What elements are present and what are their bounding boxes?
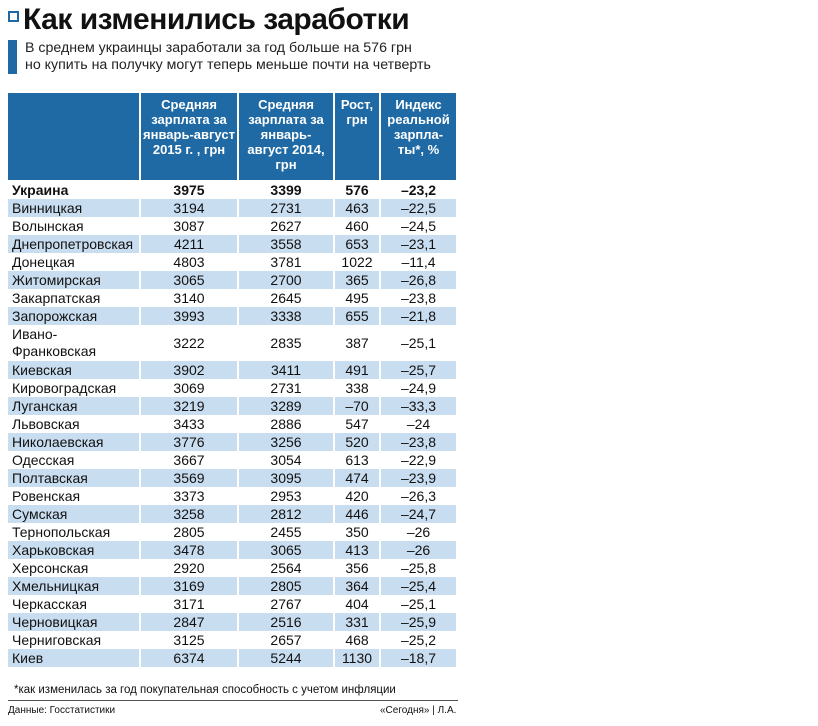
- cell-region: Винницкая: [8, 199, 140, 217]
- cell-region: Закарпатская: [12, 290, 101, 306]
- cell-region: Кировоградская: [12, 380, 117, 396]
- cell-salary-2014: 2805: [238, 577, 334, 595]
- cell-salary-2015: 3373: [140, 487, 238, 505]
- square-marker-icon: [8, 11, 19, 22]
- cell-index: –23,9: [380, 469, 456, 487]
- cell-salary-2014: 3289: [238, 397, 334, 415]
- table-header-row: [8, 93, 456, 180]
- cell-region: Тернопольская: [12, 524, 111, 540]
- table-row: [8, 541, 456, 559]
- table-row: [8, 451, 456, 469]
- cell-salary-2015: 4211: [140, 235, 238, 253]
- subtitle-accent-bar: [8, 40, 17, 74]
- table-row: [8, 631, 456, 649]
- footnote: *как изменилась за год покупательная способность с учетом инфляции: [14, 684, 396, 696]
- cell-salary-2014: 2953: [238, 487, 334, 505]
- table-row: [8, 415, 456, 433]
- cell-salary-2015: 3069: [140, 379, 238, 397]
- header-region: [8, 93, 140, 180]
- cell-index: –25,2: [380, 631, 456, 649]
- cell-region: Полтавская: [8, 469, 140, 487]
- cell-region: Житомирская: [8, 271, 140, 289]
- cell-growth: 404: [334, 595, 380, 613]
- cell-index: –24,5: [380, 217, 456, 235]
- cell-growth: 365: [334, 271, 380, 289]
- cell-salary-2015: 3433: [140, 415, 238, 433]
- table-row: [8, 271, 456, 289]
- table-row: [8, 361, 456, 379]
- cell-growth: 387: [334, 325, 380, 361]
- cell-index: –25,1: [380, 595, 456, 613]
- cell-salary-2015: 3569: [140, 469, 238, 487]
- cell-salary-2015: 3087: [140, 217, 238, 235]
- subtitle-line-2: но купить на получку могут теперь меньше почти на четверть: [25, 57, 431, 73]
- cell-index: –23,1: [380, 235, 456, 253]
- cell-salary-2014: 2767: [238, 595, 334, 613]
- title-row: [8, 4, 458, 36]
- cell-salary-2014: 2645: [238, 289, 334, 307]
- header-salary-2014: Средняя зарплата за январь-август 2014, грн: [238, 93, 334, 180]
- cell-index: –26: [380, 523, 456, 541]
- cell-region: Ровенская: [12, 488, 81, 504]
- cell-salary-2015: 3219: [140, 397, 238, 415]
- page-title: Как изменились заработки: [23, 3, 410, 36]
- cell-growth: 1022: [334, 253, 380, 271]
- table-row: [8, 577, 456, 595]
- cell-salary-2015: 3902: [140, 361, 238, 379]
- cell-index: –21,8: [380, 307, 456, 325]
- cell-region: Киевская: [8, 361, 140, 379]
- credit-label: «Сегодня» | Л.А.: [380, 705, 457, 716]
- cell-region: Киев: [8, 649, 140, 667]
- cell-growth: 350: [334, 523, 380, 541]
- cell-salary-2014: 2627: [238, 217, 334, 235]
- cell-growth: 520: [334, 433, 380, 451]
- cell-salary-2014: 5244: [238, 649, 334, 667]
- header-index: Индекс реальной зарпла-ты*, %: [380, 93, 456, 180]
- cell-salary-2015: 3667: [140, 451, 238, 469]
- cell-salary-2014: 2731: [238, 379, 334, 397]
- cell-salary-2015: 4803: [140, 253, 238, 271]
- table-row: [8, 595, 456, 613]
- cell-index: –26,3: [380, 487, 456, 505]
- cell-growth: 364: [334, 577, 380, 595]
- cell-salary-2015: 3065: [140, 271, 238, 289]
- table-row: [8, 433, 456, 451]
- cell-salary-2015: 3222: [140, 325, 238, 361]
- salary-table: [8, 93, 456, 667]
- cell-region: Ивано-Франковская: [12, 326, 97, 359]
- cell-growth: 420: [334, 487, 380, 505]
- cell-salary-2014: 3338: [238, 307, 334, 325]
- cell-salary-2014: 2564: [238, 559, 334, 577]
- subtitle: [25, 40, 431, 74]
- cell-salary-2014: 2657: [238, 631, 334, 649]
- header-salary-2015: Средняя зарплата за январь-август 2015 г. , грн: [140, 93, 238, 180]
- cell-growth: 547: [334, 415, 380, 433]
- cell-index: –26,8: [380, 271, 456, 289]
- cell-salary-2014: 2731: [238, 199, 334, 217]
- cell-salary-2015: 6374: [140, 649, 238, 667]
- cell-region: Николаевская: [8, 433, 140, 451]
- cell-growth: 413: [334, 541, 380, 559]
- cell-region: Украина: [12, 181, 69, 198]
- cell-salary-2014: 3054: [238, 451, 334, 469]
- cell-index: –25,7: [380, 361, 456, 379]
- cell-salary-2015: 3125: [140, 631, 238, 649]
- cell-salary-2014: 3065: [238, 541, 334, 559]
- cell-region: Черкасская: [12, 596, 87, 612]
- cell-index: –24,9: [380, 379, 456, 397]
- cell-salary-2014: 3095: [238, 469, 334, 487]
- cell-index: –26: [380, 541, 456, 559]
- cell-index: –22,9: [380, 451, 456, 469]
- cell-index: –25,9: [380, 613, 456, 631]
- cell-growth: 446: [334, 505, 380, 523]
- cell-salary-2015: 3140: [140, 289, 238, 307]
- cell-growth: 474: [334, 469, 380, 487]
- cell-region: Черновицкая: [8, 613, 140, 631]
- cell-salary-2014: 2700: [238, 271, 334, 289]
- table-row: [8, 523, 456, 541]
- cell-growth: 613: [334, 451, 380, 469]
- cell-growth: 491: [334, 361, 380, 379]
- table-row: [8, 235, 456, 253]
- cell-index: –11,4: [380, 253, 456, 271]
- cell-salary-2015: 3171: [140, 595, 238, 613]
- cell-salary-2014: 2886: [238, 415, 334, 433]
- cell-growth: 653: [334, 235, 380, 253]
- cell-growth: 1130: [334, 649, 380, 667]
- table-row: [8, 487, 456, 505]
- cell-growth: 576: [334, 180, 380, 199]
- cell-index: –33,3: [380, 397, 456, 415]
- table-row: [8, 180, 456, 199]
- cell-region: Харьковская: [8, 541, 140, 559]
- table-row: [8, 217, 456, 235]
- bottom-divider: [8, 700, 458, 701]
- cell-growth: 338: [334, 379, 380, 397]
- table-row: [8, 505, 456, 523]
- cell-region: Луганская: [8, 397, 140, 415]
- cell-index: –24,7: [380, 505, 456, 523]
- cell-salary-2014: 2812: [238, 505, 334, 523]
- cell-salary-2014: 2516: [238, 613, 334, 631]
- cell-region: Сумская: [8, 505, 140, 523]
- table-row: [8, 469, 456, 487]
- cell-index: –18,7: [380, 649, 456, 667]
- cell-index: –25,1: [380, 325, 456, 361]
- cell-salary-2015: 3975: [140, 180, 238, 199]
- cell-region: Хмельницкая: [8, 577, 140, 595]
- table-row: [8, 307, 456, 325]
- cell-salary-2015: 2920: [140, 559, 238, 577]
- cell-salary-2014: 3399: [238, 180, 334, 199]
- cell-index: –22,5: [380, 199, 456, 217]
- cell-salary-2015: 3478: [140, 541, 238, 559]
- cell-index: –23,2: [380, 180, 456, 199]
- table-row: [8, 253, 456, 271]
- cell-growth: 331: [334, 613, 380, 631]
- cell-salary-2014: 3256: [238, 433, 334, 451]
- cell-salary-2015: 3194: [140, 199, 238, 217]
- cell-growth: 495: [334, 289, 380, 307]
- cell-salary-2015: 3776: [140, 433, 238, 451]
- cell-region: Херсонская: [12, 560, 89, 576]
- cell-index: –23,8: [380, 433, 456, 451]
- table-row: [8, 289, 456, 307]
- cell-salary-2014: 2455: [238, 523, 334, 541]
- cell-region: Одесская: [12, 452, 75, 468]
- header-growth: Рост, грн: [334, 93, 380, 180]
- cell-region: Волынская: [12, 218, 84, 234]
- table-row: [8, 199, 456, 217]
- cell-salary-2015: 3258: [140, 505, 238, 523]
- cell-growth: 655: [334, 307, 380, 325]
- cell-salary-2015: 2805: [140, 523, 238, 541]
- cell-index: –23,8: [380, 289, 456, 307]
- table-row: [8, 559, 456, 577]
- table-row: [8, 613, 456, 631]
- subtitle-line-1: В среднем украинцы заработали за год больше на 576 грн: [25, 40, 412, 56]
- cell-index: –25,8: [380, 559, 456, 577]
- cell-growth: 468: [334, 631, 380, 649]
- cell-region: Запорожская: [8, 307, 140, 325]
- table-row: [8, 379, 456, 397]
- cell-salary-2015: 3993: [140, 307, 238, 325]
- cell-region: Львовская: [12, 416, 80, 432]
- table-row: [8, 649, 456, 667]
- cell-index: –24: [380, 415, 456, 433]
- cell-salary-2014: 3558: [238, 235, 334, 253]
- table-body: [8, 180, 456, 667]
- cell-salary-2014: 2835: [238, 325, 334, 361]
- cell-growth: 460: [334, 217, 380, 235]
- subtitle-block: [8, 40, 458, 74]
- table-row: [8, 397, 456, 415]
- cell-growth: 356: [334, 559, 380, 577]
- source-label: Данные: Госстатистики: [8, 705, 116, 716]
- cell-region: Днепропетровская: [8, 235, 140, 253]
- cell-salary-2014: 3781: [238, 253, 334, 271]
- cell-index: –25,4: [380, 577, 456, 595]
- cell-salary-2014: 3411: [238, 361, 334, 379]
- cell-salary-2015: 3169: [140, 577, 238, 595]
- cell-region: Черниговская: [12, 632, 102, 648]
- infographic-header: [8, 4, 458, 74]
- cell-region: Донецкая: [12, 254, 75, 270]
- cell-growth: 463: [334, 199, 380, 217]
- cell-salary-2015: 2847: [140, 613, 238, 631]
- cell-growth: –70: [334, 397, 380, 415]
- table-row: [8, 325, 456, 361]
